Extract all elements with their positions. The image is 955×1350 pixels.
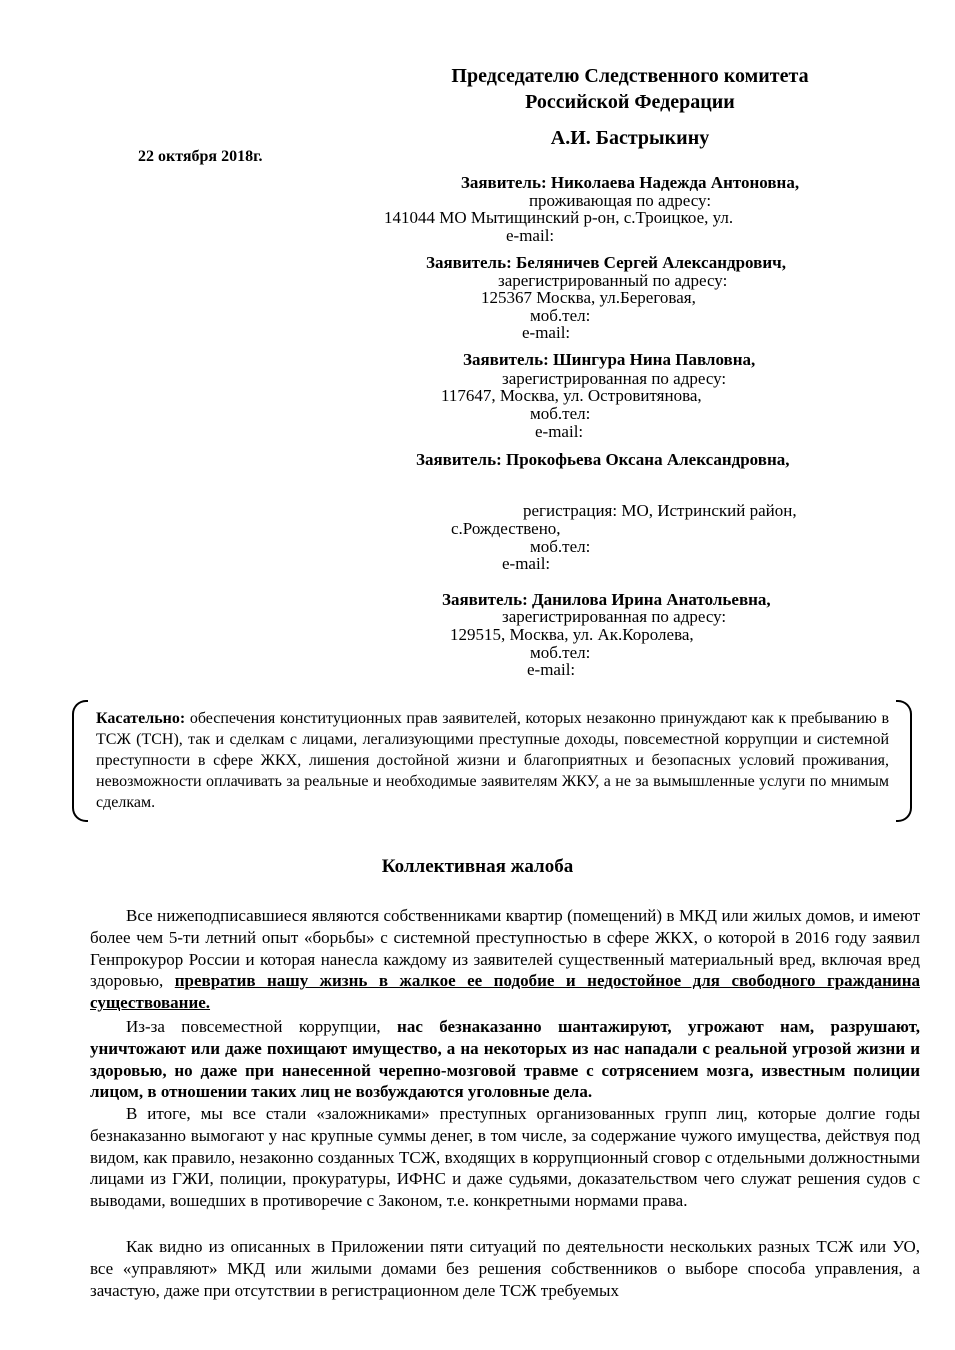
regarding-text: Касательно: обеспечения конституционных прав заявителей, которых незаконно принуждают как к пребыванию в ТСЖ (ТСН), так и сделкам с лицами, легализующими преступные доходы, повсеместной коррупции и системной преступности в сфере ЖКХ, лишения достойной жизни и благоприятных и безопасных условий проживания, невозможности оплачивать за реальные и необходимые заявителям ЖКУ, а не за вымышленные услуги по мнимым сделкам. xyxy=(96,710,890,811)
applicant-5-line: e-mail: xyxy=(527,660,576,679)
applicant-4-line: e-mail: xyxy=(502,554,551,573)
applicant-2-heading: Заявитель: Беляничев Сергей Александрович, xyxy=(426,253,786,272)
paragraph-1-emphasis: превратив нашу жизнь в жалкое ее подобие и недостойное для свободного гражданина существование. xyxy=(90,971,920,1013)
applicant-2-line: e-mail: xyxy=(522,323,571,342)
regarding-box xyxy=(72,700,912,818)
applicant-2-line: 125367 Москва, ул.Береговая, xyxy=(481,288,696,307)
applicant-3-line: зарегистрированная по адресу: xyxy=(502,369,727,388)
right-brace xyxy=(896,700,912,822)
applicant-1-heading: Заявитель: Николаева Надежда Антоновна, xyxy=(460,173,800,192)
applicant-3-name: Шингура Нина Павловна, xyxy=(552,350,756,369)
applicant-3-line: моб.тел: xyxy=(530,404,591,423)
paragraph-1: Все нижеподписавшиеся являются собственниками квартир (помещений) в МКД или жилых домов, и имеют более чем 5-ти летний опыт «борьбы» с системной преступностью в сфере ЖКХ, о которой в 2016 году заявил Генпрокурор России и которая нанесла каждому из заявителей существенный материальный вред, включая вред здоровью, превратив нашу жизнь в жалкое ее подобие и недостойное для свободного гражданина существование. xyxy=(90,906,920,1013)
applicant-5-heading: Заявитель: Данилова Ирина Анатольевна, xyxy=(442,590,771,609)
paragraph-2: Из-за повсеместной коррупции, нас безнаказанно шантажируют, угрожают нам, разрушают, уничтожают или даже похищают имущество, а на некоторых из нас нападали с реальной угрозой жизни и здоровью, но даже при нанесенной черепно-мозговой травме с сотрясением мозга, известным полиции лицом, в отношении таких лиц не возбуждаются уголовные дела. xyxy=(90,1017,920,1102)
paragraph-2-emphasis: нас безнаказанно шантажируют, угрожают нам, разрушают, уничтожают или даже похищают имущество, а на некоторых из нас нападали с реальной угрозой жизни и здоровью, но даже при нанесенной черепно-мозговой травме с сотрясением мозга, известным полиции лицом, в отношении таких лиц не возбуждаются уголовные дела. xyxy=(90,1017,920,1102)
document-title: Коллективная жалоба xyxy=(381,856,574,877)
applicant-1-name: Николаева Надежда Антоновна, xyxy=(550,173,800,192)
applicant-5-line: моб.тел: xyxy=(530,643,591,662)
regarding-label: Касательно: xyxy=(96,710,186,727)
applicant-5-name: Данилова Ирина Анатольевна, xyxy=(531,590,771,609)
applicant-4-heading: Заявитель: Прокофьева Оксана Александровна, xyxy=(416,450,790,469)
paragraph-3: В итоге, мы все стали «заложниками» преступных организованных групп лиц, которые долгие годы безнаказанно вымогают у нас крупные суммы денег, в том числе, за содержание чужого имущества, действуя под видом, как правило, незаконно созданных ТСЖ, входящих в коррупционный сговор с отдельными должностными лицами из ГЖИ, полиции, прокуратуры, ИФНС и даже судьями, доказательством чего служат решения судов с выводами, вошедших в противоречие с Законом, т.е. конкретными нормами права. xyxy=(90,1104,920,1211)
left-brace xyxy=(72,700,88,822)
paragraph-4: Как видно из описанных в Приложении пяти ситуаций по деятельности нескольких разных ТСЖ или УО, все «управляют» МКД или жилыми домами без решения собственников о выборе способа управления, а зачастую, даже при отсутствии в регистрационном деле ТСЖ требуемых xyxy=(90,1237,920,1300)
applicant-5-line: зарегистрированная по адресу: xyxy=(502,607,727,626)
document-date: 22 октября 2018г. xyxy=(138,148,263,165)
applicant-1-line: проживающая по адресу: xyxy=(528,191,712,210)
applicant-2-line: зарегистрированный по адресу: xyxy=(498,271,728,290)
applicant-4-name: Прокофьева Оксана Александровна, xyxy=(505,450,790,469)
applicant-1-line: e-mail: xyxy=(506,226,555,245)
applicant-3-heading: Заявитель: Шингура Нина Павловна, xyxy=(463,350,756,369)
applicant-4-line: регистрация: МО, Истринский район, xyxy=(523,501,797,520)
applicant-1-line: 141044 МО Мытищинский р-он, с.Троицкое, ул. xyxy=(384,208,734,227)
applicant-2-line: моб.тел: xyxy=(530,306,591,325)
applicant-3-line: e-mail: xyxy=(535,422,584,441)
applicant-2-name: Беляничев Сергей Александрович, xyxy=(515,253,786,272)
applicant-4-line: моб.тел: xyxy=(530,537,591,556)
addressee-name: А.И. Бастрыкину xyxy=(550,127,710,149)
addressee-line-1: Председателю Следственного комитета xyxy=(451,65,809,87)
addressee-line-2: Российской Федерации xyxy=(525,91,735,113)
applicant-3-line: 117647, Москва, ул. Островитянова, xyxy=(441,386,702,405)
applicant-4-line: с.Рождествено, xyxy=(451,519,561,538)
applicant-5-line: 129515, Москва, ул. Ак.Королева, xyxy=(450,625,694,644)
